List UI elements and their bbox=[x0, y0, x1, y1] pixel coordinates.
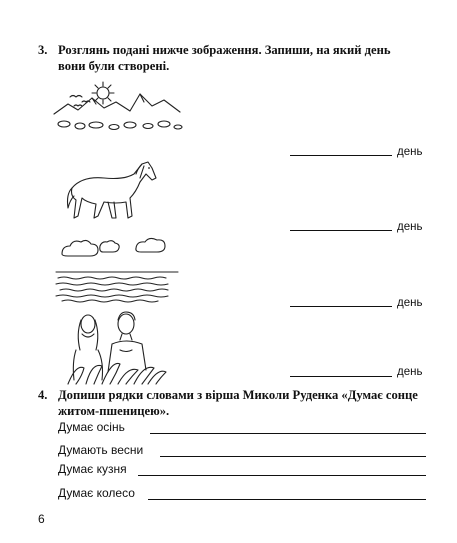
task-3-answer-line-1[interactable] bbox=[290, 155, 392, 156]
day-label-1: день bbox=[397, 146, 423, 158]
landscape-sun-mountains-image bbox=[52, 80, 187, 132]
task-4-number: 4. bbox=[38, 388, 48, 402]
task-3-heading bbox=[38, 42, 430, 74]
task-3-title-line-1: Розглянь подані нижче зображення. Запиши, на який день bbox=[58, 43, 391, 57]
task-3-number: 3. bbox=[38, 43, 48, 57]
adam-and-eve-image bbox=[62, 310, 172, 386]
poem-line-4-label: Думає колесо bbox=[58, 486, 135, 500]
poem-line-2-answer[interactable] bbox=[160, 456, 426, 457]
day-label-2: день bbox=[397, 221, 423, 233]
task-3-answer-line-2[interactable] bbox=[290, 230, 392, 231]
poem-line-3-answer[interactable] bbox=[138, 475, 426, 476]
day-label-3: день bbox=[397, 297, 423, 309]
horse-image bbox=[64, 158, 164, 228]
task-4-title-line-1: Допиши рядки словами з вірша Миколи Руденка «Думає сонце bbox=[58, 388, 418, 402]
task-3-title-line-2: вони були створені. bbox=[58, 59, 170, 73]
task-3-answer-line-4[interactable] bbox=[290, 376, 392, 377]
task-4-heading bbox=[38, 387, 430, 419]
page-number: 6 bbox=[38, 512, 45, 526]
task-4-title-line-2: житом-пшеницею». bbox=[58, 404, 170, 418]
task-3-answer-line-3[interactable] bbox=[290, 306, 392, 307]
poem-line-1-label: Думає осінь bbox=[58, 420, 125, 434]
poem-line-4-answer[interactable] bbox=[148, 499, 426, 500]
clouds-and-sea-image bbox=[52, 234, 182, 306]
day-label-4: день bbox=[397, 366, 423, 378]
poem-line-1-answer[interactable] bbox=[150, 433, 426, 434]
poem-line-3-label: Думає кузня bbox=[58, 462, 127, 476]
poem-line-2-label: Думають весни bbox=[58, 443, 144, 457]
